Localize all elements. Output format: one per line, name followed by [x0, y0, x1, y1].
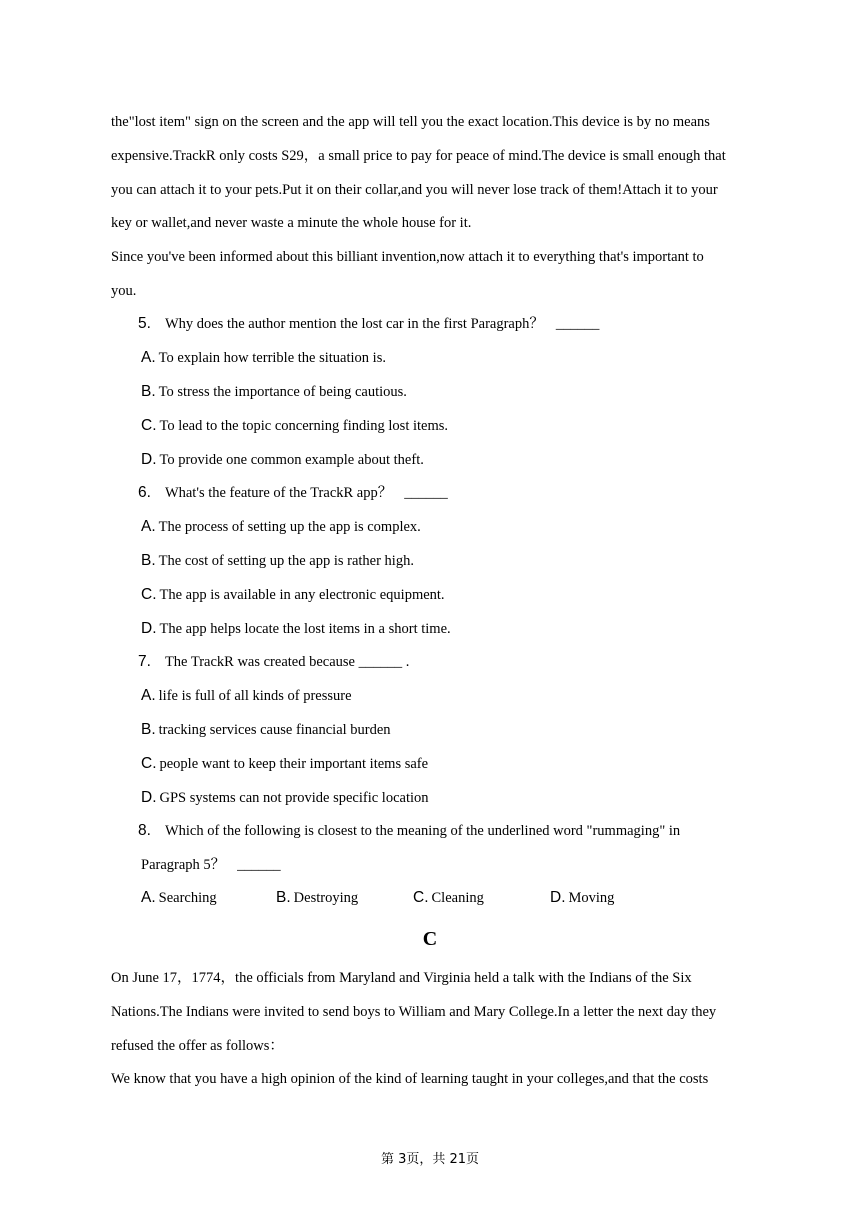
option-text: To explain how terrible the situation is.	[158, 350, 386, 366]
option-a	[141, 686, 352, 706]
option-a	[141, 517, 421, 537]
option-text: Moving	[568, 890, 615, 906]
option-a	[141, 348, 386, 368]
passage-line: key or wallet,and never waste a minute the whole house for it.	[111, 215, 472, 231]
question-text: What's the feature of the TrackR app？	[164, 485, 393, 501]
answer-blank: ______	[555, 316, 600, 332]
question-7	[138, 652, 409, 672]
option-text: tracking services cause financial burden	[158, 722, 391, 738]
question-6	[138, 483, 448, 503]
option-text: Cleaning	[431, 890, 484, 906]
passage-line: Since you've been informed about this billiant invention,now attach it to everything that's important to	[111, 249, 704, 265]
question-8-continued	[141, 855, 281, 875]
page-footer: 第 3页，共 21页	[380, 1152, 480, 1167]
passage-line: refused the offer as follows：	[111, 1038, 284, 1054]
option-text: Destroying	[293, 890, 359, 906]
option-text: GPS systems can not provide specific location	[159, 790, 429, 806]
question-text: Which of the following is closest to the meaning of the underlined word "rummaging" in	[164, 823, 681, 839]
question-text: Paragraph 5？	[141, 857, 226, 873]
answer-blank: ______	[237, 857, 281, 873]
answer-blank: ______	[404, 485, 448, 501]
option-text: To provide one common example about theft.	[159, 452, 424, 468]
option-c	[141, 416, 448, 436]
option-text: The app helps locate the lost items in a short time.	[159, 621, 451, 637]
option-text: The cost of setting up the app is rather high.	[158, 553, 414, 569]
question-number: 8.	[138, 822, 151, 839]
option-text: To stress the importance of being cautious.	[158, 384, 407, 400]
option-letter: A.	[141, 687, 156, 704]
option-text: people want to keep their important items safe	[159, 756, 429, 772]
option-a	[141, 888, 217, 908]
passage-line: On June 17，1774，the officials from Maryland and Virginia held a talk with the Indians of the Six	[111, 970, 692, 986]
passage-line: expensive.TrackR only costs S29，a small price to pay for peace of mind.The device is small enough that	[111, 148, 726, 164]
question-8	[138, 821, 680, 841]
question-text: The TrackR was created because ______ .	[164, 654, 410, 670]
option-letter: B.	[276, 889, 291, 906]
option-c	[141, 754, 428, 774]
option-letter: B.	[141, 552, 156, 569]
option-letter: D.	[141, 620, 157, 637]
question-5	[138, 314, 599, 334]
option-d	[550, 888, 614, 908]
option-b	[141, 551, 414, 571]
option-letter: C.	[141, 586, 157, 603]
option-letter: B.	[141, 721, 156, 738]
option-letter: C.	[141, 417, 157, 434]
option-letter: D.	[141, 451, 157, 468]
question-number: 6.	[138, 484, 151, 501]
option-text: The app is available in any electronic equipment.	[159, 587, 445, 603]
passage-line: We know that you have a high opinion of the kind of learning taught in your colleges,and that the costs	[111, 1071, 709, 1087]
option-text: Searching	[158, 890, 217, 906]
option-letter: A.	[141, 889, 156, 906]
question-number: 5.	[138, 315, 151, 332]
option-letter: D.	[141, 789, 157, 806]
option-letter: C.	[413, 889, 429, 906]
option-text: To lead to the topic concerning finding lost items.	[159, 418, 449, 434]
section-heading: C	[422, 928, 438, 950]
option-c	[413, 888, 484, 908]
option-text: The process of setting up the app is complex.	[158, 519, 421, 535]
option-b	[141, 382, 407, 402]
option-text: life is full of all kinds of pressure	[158, 688, 352, 704]
option-letter: A.	[141, 518, 156, 535]
question-text: Why does the author mention the lost car in the first Paragraph？	[164, 316, 544, 332]
option-letter: B.	[141, 383, 156, 400]
option-b	[276, 888, 358, 908]
option-c	[141, 585, 445, 605]
option-d	[141, 450, 424, 470]
option-b	[141, 720, 391, 740]
passage-line: the"lost item" sign on the screen and the app will tell you the exact location.This device is by no means	[111, 114, 710, 130]
passage-line: you can attach it to your pets.Put it on their collar,and you will never lose track of them!Attach it to your	[111, 182, 718, 198]
option-d	[141, 619, 451, 639]
passage-line: you.	[111, 283, 137, 299]
option-letter: D.	[550, 889, 566, 906]
option-letter: C.	[141, 755, 157, 772]
question-number: 7.	[138, 653, 151, 670]
option-letter: A.	[141, 349, 156, 366]
passage-line: Nations.The Indians were invited to send boys to William and Mary College.In a letter the next day they	[111, 1004, 717, 1020]
option-d	[141, 788, 429, 808]
